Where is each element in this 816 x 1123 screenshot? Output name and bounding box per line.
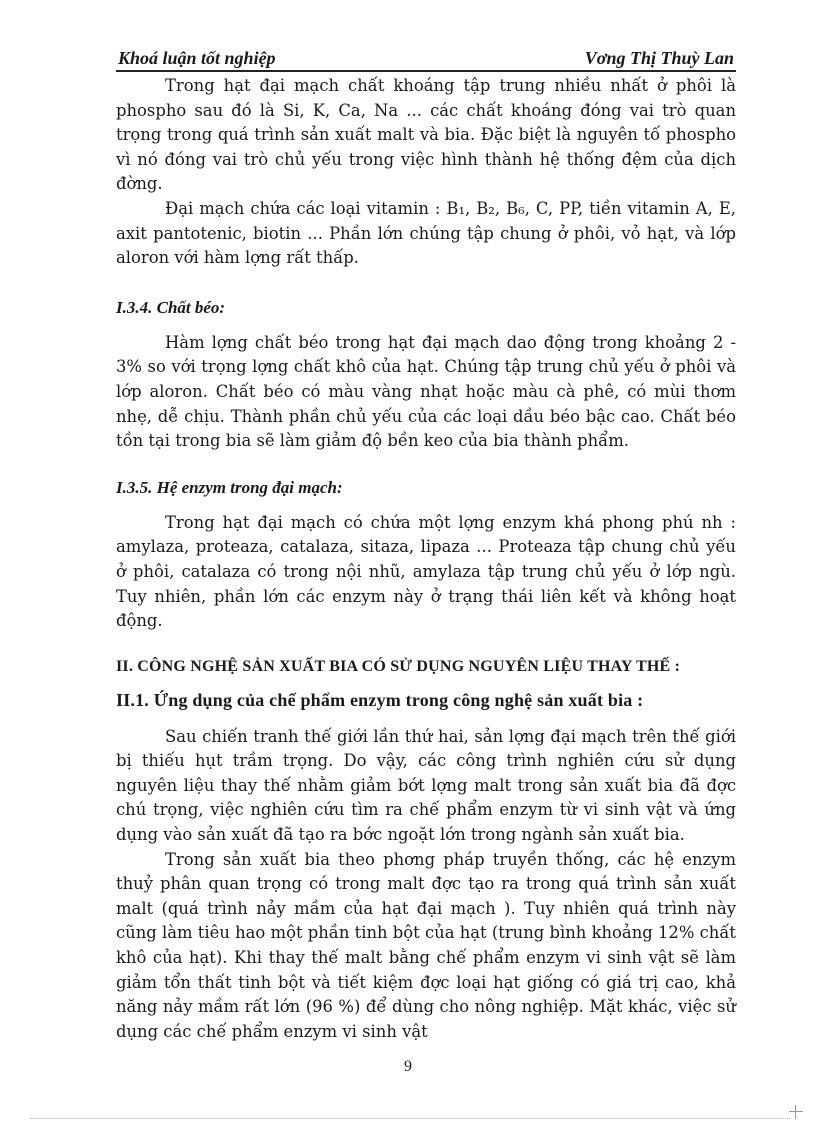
page-body <box>116 74 736 1044</box>
paragraph-enzymes: Trong hạt đại mạch có chứa một lợng enzym khá phong phú nh : amylaza, proteaza, catalaza, sitaza, lipaza ... Proteaza tập chung chủ yếu ở phôi, catalaza có trong nội nhũ, amylaza tập trung chủ yếu ở lớp ngù. Tuy nhiên, phần lớn các enzym này ở trạng thái liên kết và không hoạt động. <box>116 512 736 631</box>
heading-section-ii-1: II.1. Ứng dụng của chế phẩm enzym trong công nghệ sản xuất bia : <box>116 689 644 710</box>
header-author-name: Vơng Thị Thuỳ Lan <box>584 48 734 68</box>
header-thesis-title: Khoá luận tốt nghiệp <box>118 48 276 68</box>
paragraph-fats: Hàm lợng chất béo trong hạt đại mạch dao động trong khoảng 2 - 3% so với trọng lợng chất khô của hạt. Chúng tập trung chủ yếu ở phôi và lớp aloron. Chất béo có màu vàng nhạt hoặc màu cà phê, có mùi thơm nhẹ, dễ chịu. Thành phần chủ yếu của các loại dầu béo bậc cao. Chất béo tồn tại trong bia sẽ làm giảm độ bền keo của bia thành phẩm. <box>116 332 736 451</box>
heading-section-ii: II. CÔNG NGHỆ SẢN XUẤT BIA CÓ SỬ DỤNG NGUYÊN LIỆU THAY THẾ : <box>116 657 681 675</box>
heading-fats: I.3.4. Chất béo: <box>116 297 226 317</box>
paragraph-minerals: Trong hạt đại mạch chất khoáng tập trung nhiều nhất ở phôi là phospho sau đó là Si, K, Ca, Na ... các chất khoáng đóng vai trò quan trọng trong quá trình sản xuất malt và bia. Đặc biệt là nguyên tố phospho vì nó đóng vai trò chủ yếu trong việc hình thành hệ thống đệm của dịch đờng. <box>116 76 736 194</box>
paragraph-vitamins: Đại mạch chứa các loại vitamin : B₁, B₂, B₆, C, PP, tiền vitamin A, E, axit pantotenic, biotin ... Phần lớn chúng tập chung ở phôi, vỏ hạt, và lớp aloron với hàm lợng rất thấp. <box>116 198 736 268</box>
heading-enzymes: I.3.5. Hệ enzym trong đại mạch: <box>116 477 343 497</box>
paragraph-traditional-method: Trong sản xuất bia theo phơng pháp truyền thống, các hệ enzym thuỷ phân quan trọng có trong malt đợc tạo ra trong quá trình sản xuất malt (quá trình nảy mầm của hạt đại mạch ). Tuy nhiên quá trình này cũng làm tiêu hao một phần tinh bột của hạt (trung bình khoảng 12% chất khô của hạt). Khi thay thế malt bằng chế phẩm enzym vi sinh vật sẽ làm giảm tổn thất tinh bột và tiết kiệm đợc loại hạt giống có giá trị cao, khả năng nảy mầm rất lớn (96 %) để dùng cho nông nghiệp. Mặt khác, việc sử dụng các chế phẩm enzym vi sinh vật <box>116 849 736 1041</box>
crop-mark-icon <box>789 1105 803 1119</box>
page-number: 9 <box>404 1058 412 1075</box>
page-header <box>116 46 736 72</box>
page-bottom-divider <box>30 1118 790 1119</box>
paragraph-post-war: Sau chiến tranh thế giới lần thứ hai, sản lợng đại mạch trên thế giới bị thiếu hụt trầm trọng. Do vậy, các công trình nghiên cứu sử dụng nguyên liệu thay thế nhằm giảm bớt lợng malt trong sản xuất bia đã đợc chú trọng, việc nghiên cứu tìm ra chế phẩm enzym từ vi sinh vật và ứng dụng vào sản xuất đã tạo ra bớc ngoặt lớn trong ngành sản xuất bia. <box>116 726 736 845</box>
